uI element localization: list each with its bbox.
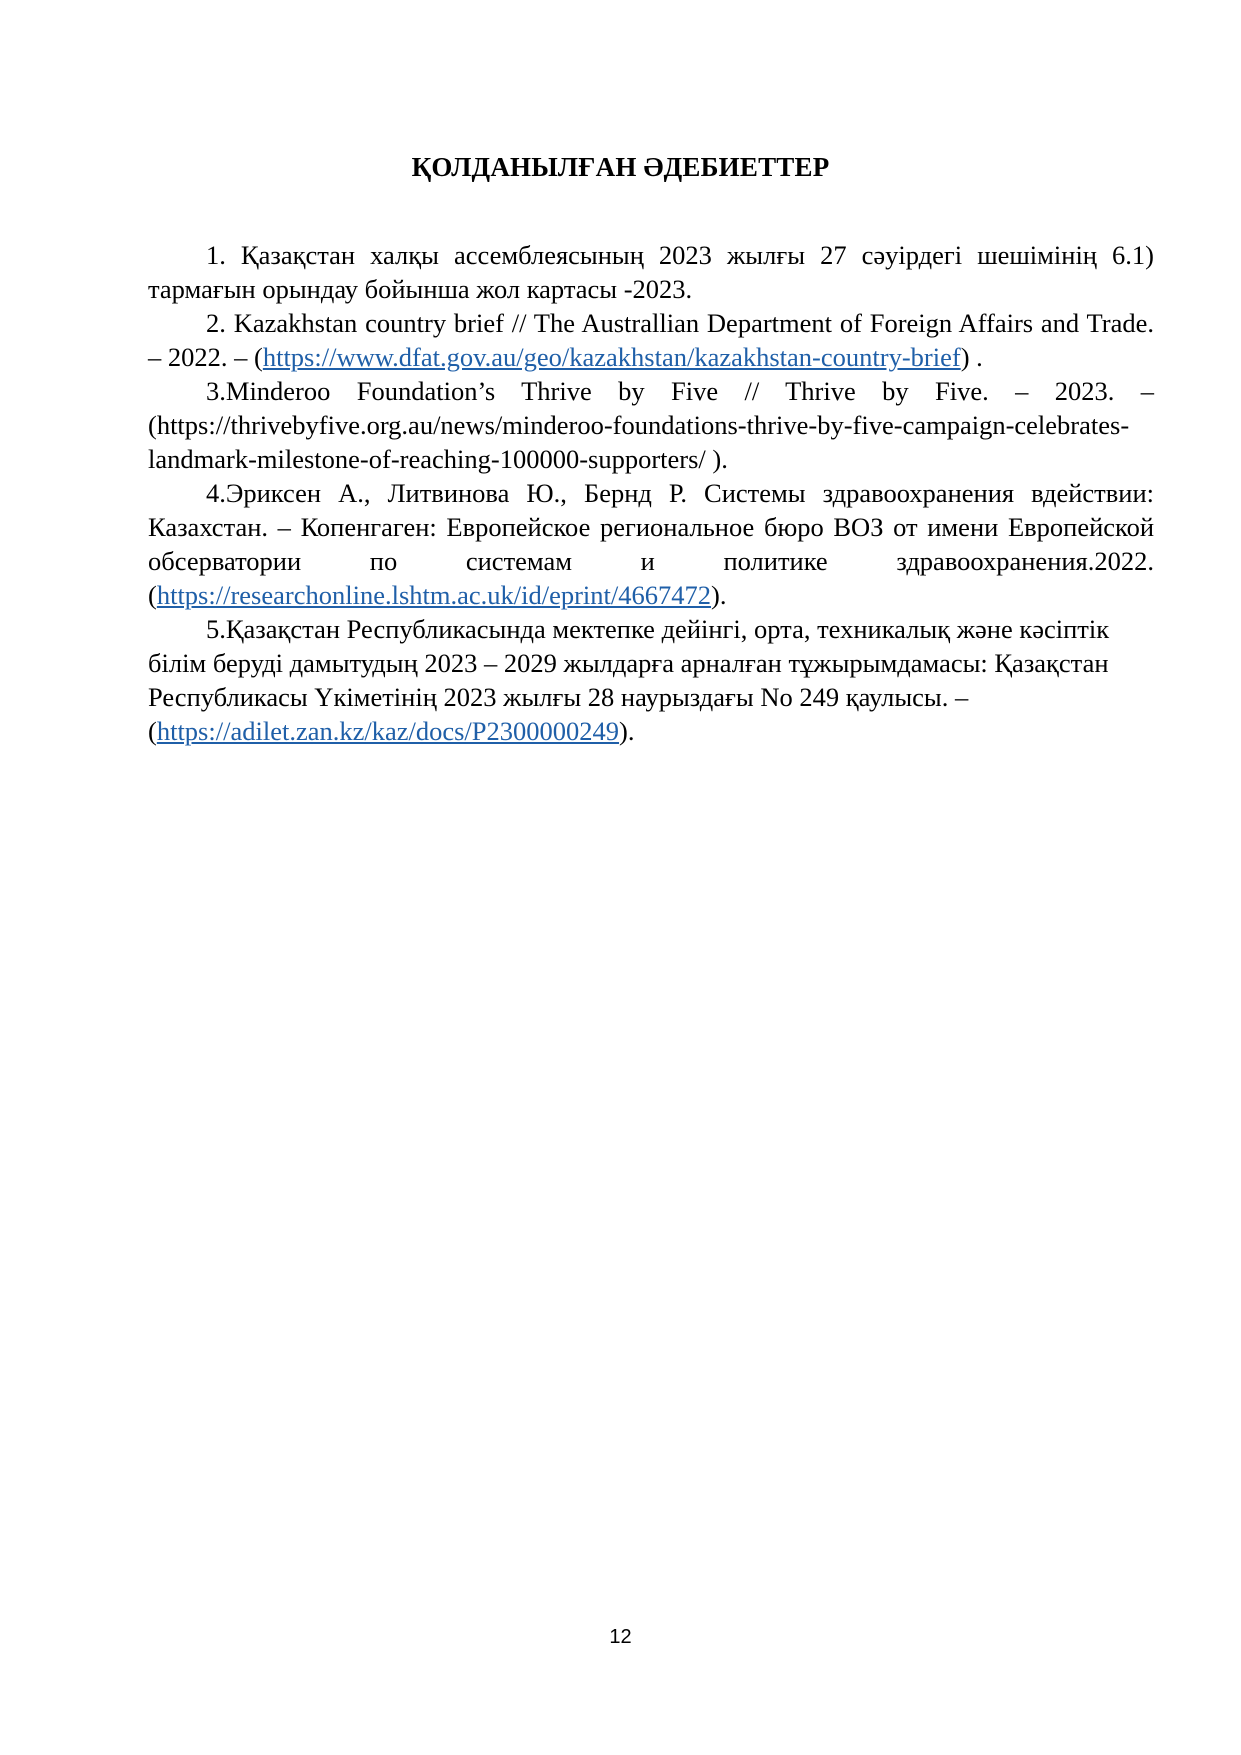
reference-item-1	[148, 238, 1154, 306]
reference-4-tail: ).	[711, 580, 727, 610]
reference-3-text: 3.Minderoo Foundation’s Thrive by Five // Thrive by Five. – 2023. – (https://thrivebyfive.org.au/news/minderoo-foundations-thrive-by-five-campaign-celebrates-landmark-milestone-of-reaching-100000-supporters/ ).	[148, 376, 1154, 474]
reference-4-text: 4.Эриксен А., Литвинова Ю., Бернд Р. Системы здравоохранения вдействии: Казахстан. – Копенгаген: Европейское региональное бюро ВОЗ от имени Европейской обсерватории по системам и политике здравоохранения.2022.(	[148, 478, 1154, 610]
page-number: 12	[609, 1626, 632, 1648]
reference-5-link[interactable]: https://adilet.zan.kz/kaz/docs/P2300000249	[156, 716, 620, 746]
reference-2-link[interactable]: https://www.dfat.gov.au/geo/kazakhstan/kazakhstan-country-brief	[262, 342, 961, 372]
page-title: ҚОЛДАНЫЛҒАН ӘДЕБИЕТТЕР	[411, 152, 830, 182]
reference-item-3	[148, 374, 1154, 476]
reference-1-text: 1. Қазақстан халқы ассемблеясының 2023 жылғы 27 сәуірдегі шешімінің 6.1) тармағын орындау бойынша жол картасы -2023.	[148, 240, 1154, 304]
reference-4-link[interactable]: https://researchonline.lshtm.ac.uk/id/eprint/4667472	[156, 580, 712, 610]
reference-5-text: 5.Қазақстан Республикасында мектепке дейінгі, орта, техникалық және кәсіптік білім беруді дамытудың 2023 – 2029 жылдарға арналған тұжырымдамасы: Қазақстан Республикасы Үкіметінің 2023 жылғы 28 наурыздағы No 249 қаулысы. – (	[148, 614, 1110, 746]
reference-2-text: 2. Kazakhstan country brief // The Australlian Department of Foreign Affairs and Trade. – 2022. – (	[148, 308, 1154, 372]
reference-5-tail: ).	[619, 716, 635, 746]
reference-item-4	[148, 476, 1154, 612]
reference-item-2	[148, 306, 1154, 374]
reference-item-5	[148, 612, 1154, 748]
reference-list	[148, 238, 1154, 748]
reference-2-tail: ) .	[960, 342, 983, 372]
